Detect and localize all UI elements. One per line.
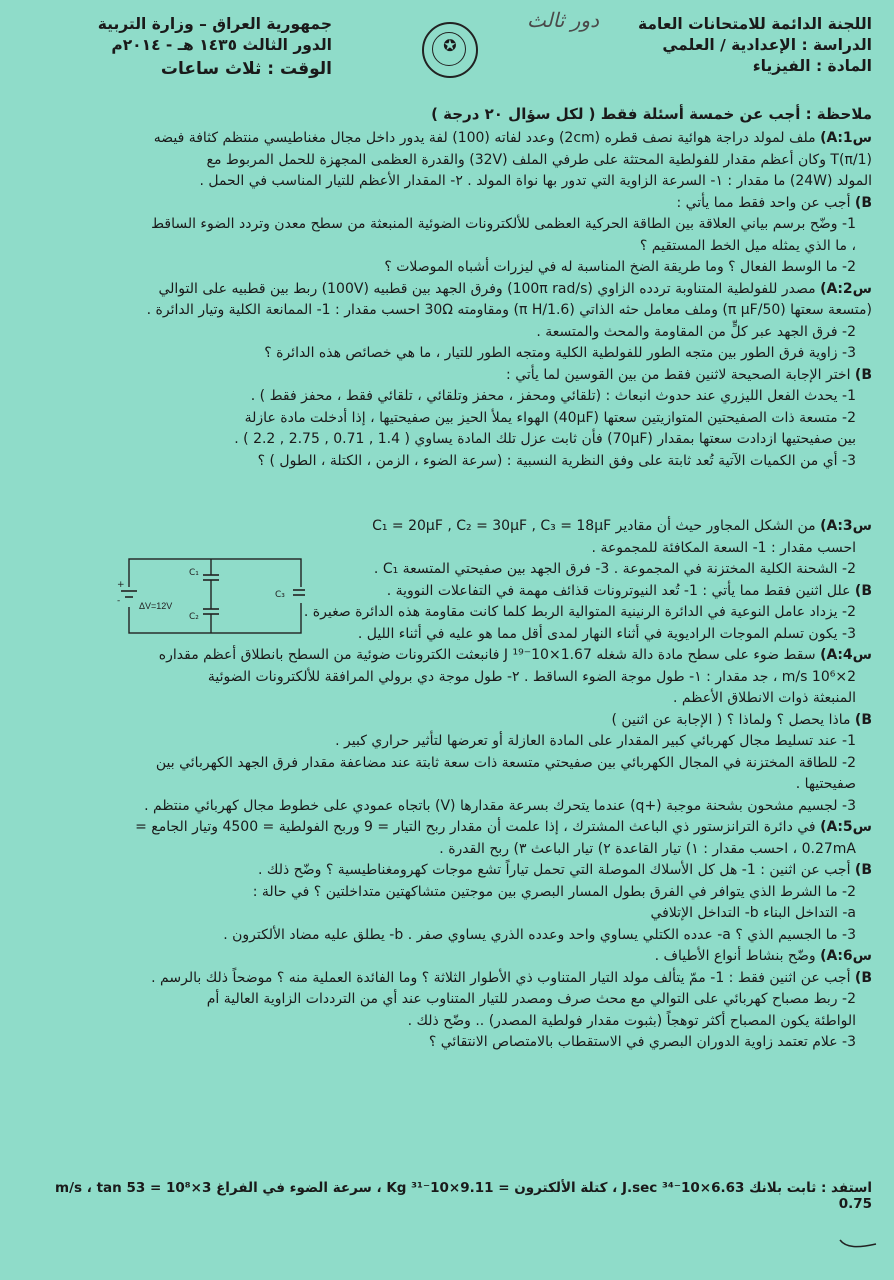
question-line bbox=[22, 257, 872, 279]
question-text: أجب عن اثنين : 1- هل كل الأسلاك الموصلة التي تحمل تياراً تشع موجات كهرومغناطيسية ؟ وضّح ذلك . bbox=[258, 862, 851, 878]
question-number: B) bbox=[854, 711, 872, 728]
question-line bbox=[22, 817, 872, 839]
question-number: س3:A) bbox=[820, 518, 872, 534]
question-text: ماذا يحصل ؟ ولماذا ؟ ( الإجابة عن اثنين ) bbox=[611, 711, 851, 728]
question-line bbox=[22, 903, 872, 925]
label-c3: C₃ bbox=[275, 590, 285, 600]
question-line bbox=[22, 882, 872, 904]
question-text: علل اثنين فقط مما يأتي : 1- تُعد النيوترونات قذائف مهمة في التفاعلات النووية . bbox=[386, 582, 851, 599]
question-text: المنبعثة ذوات الانطلاق الأعظم . bbox=[673, 690, 856, 706]
exam-header bbox=[22, 8, 872, 108]
question-text: 2- ما الوسط الفعال ؟ وما طريقة الضخ المناسبة له في ليزرات أشباه الموصلات ؟ bbox=[384, 259, 856, 275]
question-line bbox=[22, 839, 872, 861]
question-number: س5:A) bbox=[820, 819, 872, 835]
question-text: 1- يحدث الفعل الليزري عند حدوث انبعاث : (تلقائي ومحفز ، محفز وتلقائي ، تلقائي فقط ، محفز فقط ) . bbox=[250, 388, 856, 404]
question-text: 2- للطاقة المختزنة في المجال الكهربائي بين صفيحتي متسعة ذات سعة ثابتة عند مضاعفة مقدار فرق الجهد الكهربائي بين bbox=[155, 754, 856, 771]
question-text: a- التداخل البناء b- التداخل الإتلافي bbox=[650, 905, 856, 921]
question-number: B) bbox=[854, 582, 872, 599]
question-line bbox=[22, 343, 872, 365]
question-line bbox=[22, 667, 872, 689]
question-text: ، ما الذي يمثله ميل الخط المستقيم ؟ bbox=[639, 237, 856, 254]
question-line bbox=[22, 171, 872, 193]
question-text: ملف لمولد دراجة هوائية نصف قطره (2cm) وعدد لفاته (100) لفة يدور داخل مجال مغناطيسي منتظم كثافة فيضه bbox=[153, 130, 816, 146]
header-right bbox=[602, 14, 872, 77]
question-number: س2:A) bbox=[820, 280, 872, 297]
exam-instructions: ملاحظة : أجب عن خمسة أسئلة فقط ( لكل سؤال ٢٠ درجة ) bbox=[431, 105, 872, 123]
pen-stroke bbox=[838, 1238, 878, 1250]
question-number: س6:A) bbox=[820, 948, 872, 964]
question-text: 1- وضّح برسم بياني العلاقة بين الطاقة الحركية العظمى للألكترونات الضوئية المنبعثة من سطح معدن وتردد الضوء الساقط bbox=[151, 216, 856, 232]
question-line bbox=[22, 774, 872, 796]
question-line bbox=[22, 214, 872, 236]
question-text: 3- يكون تسلم الموجات الراديوية في أثناء النهار لمدى أقل مما هو عليه في أثناء الليل . bbox=[357, 625, 856, 642]
question-line bbox=[22, 386, 872, 408]
question-line bbox=[22, 538, 872, 560]
question-text: المولد (24W) ما مقدار : ١- السرعة الزاوية التي تدور بها نواة المولد . ٢- المقدار الأعظم للتيار المناسب في الحمل . bbox=[199, 173, 872, 189]
question-line bbox=[22, 925, 872, 947]
question-line bbox=[22, 860, 872, 882]
question-text: 2- يزداد عامل النوعية في الدائرة الرنينية المتوالية الربط كلما كانت مقاومة هذه الدائرة صغيرة . bbox=[303, 604, 856, 620]
question-number: س1:A) bbox=[820, 130, 872, 146]
question-text: 3- زاوية فرق الطور بين متجه الطور للفولطية الكلية ومتجه الطور للتيار ، ما هي خصائص هذه الدائرة ؟ bbox=[264, 345, 856, 361]
question-text: 3- علام تعتمد زاوية الدوران البصري في الاستقطاب بالامتصاص الانتقائي ؟ bbox=[428, 1034, 856, 1050]
question-text: سقط ضوء على سطح مادة دالة شغله 1.67×10⁻¹⁹ J فانبعثت الكترونات ضوئية من السطح بانطلاق أعظم مقداره bbox=[158, 647, 816, 663]
question-line bbox=[22, 1011, 872, 1033]
header-committee: اللجنة الدائمة للامتحانات العامة bbox=[638, 15, 872, 33]
question-text: (متسعة سعتها (50/π μF) وملف معامل حثه الذاتي (1.6/π H) ومقاومته 30Ω احسب مقدار : 1- الممانعة الكلية وتيار الدائرة . bbox=[146, 302, 872, 318]
question-text: 2- الشحنة الكلية المختزنة في المجموعة . 3- فرق الجهد بين صفيحتي المتسعة C₁ . bbox=[373, 561, 856, 577]
battery-voltage: ΔV=12V bbox=[139, 601, 173, 611]
question-line bbox=[22, 753, 872, 775]
question-line bbox=[22, 968, 872, 990]
question-text: وضّح بنشاط أنواع الأطياف . bbox=[654, 948, 816, 964]
question-number: B) bbox=[854, 862, 872, 878]
question-line bbox=[22, 429, 872, 451]
question-line bbox=[22, 279, 872, 301]
question-text: 3- ما الجسيم الذي ؟ a- عدده الكتلي يساوي واحد وعدده الذري يساوي صفر . b- يطلق عليه مضاد الألكترون . bbox=[223, 926, 856, 943]
question-line bbox=[22, 710, 872, 732]
header-left bbox=[22, 14, 332, 80]
question-line bbox=[22, 300, 872, 322]
question-line bbox=[22, 365, 872, 387]
question-text: 2- ربط مصباح كهربائي على التوالي مع محث صرف ومصدر للتيار المتناوب عند أي من الترددات الزاوية العالية أم bbox=[206, 991, 856, 1007]
question-text: اختر الإجابة الصحيحة لاثنين فقط من بين القوسين لما يأتي : bbox=[506, 366, 851, 383]
question-text: 2- فرق الجهد عبر كلٍّ من المقاومة والمحث والمتسعة . bbox=[536, 323, 856, 340]
question-text: الواطئة يكون المصباح أكثر توهجاً (بثبوت مقدار فولطية المصدر) .. وضّح ذلك . bbox=[407, 1012, 856, 1029]
question-line bbox=[22, 1032, 872, 1054]
question-line bbox=[22, 946, 872, 968]
battery-plus: + bbox=[117, 580, 125, 590]
question-text: صفيحتيها . bbox=[795, 776, 856, 792]
question-text: أجب عن واحد فقط مما يأتي : bbox=[676, 194, 851, 211]
question-line bbox=[22, 322, 872, 344]
question-text: احسب مقدار : 1- السعة المكافئة للمجموعة . bbox=[591, 539, 856, 556]
question-number: B) bbox=[854, 366, 872, 383]
question-line bbox=[22, 645, 872, 667]
label-c2: C₂ bbox=[189, 612, 199, 622]
spacer bbox=[22, 472, 872, 516]
question-line bbox=[22, 128, 872, 150]
question-line bbox=[22, 796, 872, 818]
question-number: B) bbox=[854, 969, 872, 986]
header-ministry: جمهورية العراق – وزارة التربية bbox=[97, 15, 332, 33]
capacitor-circuit-diagram bbox=[115, 557, 305, 637]
question-line bbox=[22, 408, 872, 430]
header-study: الدراسة : الإعدادية / العلمي bbox=[662, 36, 872, 54]
question-line bbox=[22, 688, 872, 710]
question-text: 2- متسعة ذات الصفيحتين المتوازيتين سعتها (40μF) الهواء يملأ الحيز بين صفيحتيها ، إذا أدخلت مادة عازلة bbox=[244, 409, 856, 426]
question-text: من الشكل المجاور حيث أن مقادير C₁ = 20μF , C₂ = 30μF , C₃ = 18μF bbox=[372, 518, 816, 534]
question-text: (1/π)T وكان أعظم مقدار للفولطية المحتثة على طرفي الملف (32V) والقدرة العظمى المجهزة للحمل المربوط مع bbox=[206, 151, 872, 168]
battery-minus: - bbox=[117, 596, 121, 606]
question-line bbox=[22, 236, 872, 258]
question-line bbox=[22, 731, 872, 753]
question-text: في دائرة الترانزستور ذي الباعث المشترك ، إذا علمت أن مقدار ربح التيار = 9 وربح الفولطية = 4500 وتيار الجامع = bbox=[135, 819, 816, 835]
question-line bbox=[22, 193, 872, 215]
question-text: 1- عند تسليط مجال كهربائي كبير المقدار على المادة العازلة أو تعرضها لتأثير حراري كبير . bbox=[335, 733, 856, 749]
question-text: بين صفيحتيها ازدادت سعتها بمقدار (70μF) فأن ثابت عزل تلك المادة يساوي ( 1.4 , 0.71 , 2.75 , 2.2 ) . bbox=[234, 431, 856, 447]
handwritten-note: دور ثالث bbox=[527, 8, 599, 32]
question-text: 2- ما الشرط الذي يتوافر في الفرق بطول المسار البصري بين موجتين متشاكهتين متداخلتين ؟ في حالة : bbox=[252, 883, 856, 900]
question-text: 0.27mA ، احسب مقدار : ١) تيار القاعدة ٢) تيار الباعث ٣) ربح القدرة . bbox=[439, 840, 856, 857]
ministry-seal-icon: ✪ bbox=[422, 22, 478, 78]
question-text: أجب عن اثنين فقط : 1- ممّ يتألف مولد التيار المتناوب ذي الأطوار الثلاثة ؟ وما الفائدة العملية منه ؟ موضحاً ذلك بالرسم . bbox=[151, 969, 851, 986]
question-line bbox=[22, 989, 872, 1011]
question-line bbox=[22, 516, 872, 538]
question-line bbox=[22, 150, 872, 172]
question-line bbox=[22, 451, 872, 473]
question-text: 3- أي من الكميات الآتية تُعد ثابتة على وفق النظرية النسبية : (سرعة الضوء ، الزمن ، الكتلة ، الطول ) ؟ bbox=[257, 452, 856, 469]
question-text: مصدر للفولطية المتناوبة تردده الزاوي (100π rad/s) وفرق الجهد بين قطبيه (100V) ربط بين قطبيه على التوالي bbox=[158, 280, 816, 297]
header-subject: المادة : الفيزياء bbox=[752, 57, 872, 75]
header-session: الدور الثالث ١٤٣٥ هـ - ٢٠١٤م bbox=[111, 36, 332, 54]
header-time: الوقت : ثلاث ساعات bbox=[160, 59, 332, 79]
question-text: 3- لجسيم مشحون بشحنة موجبة (+q) عندما يتحرك بسرعة مقدارها (V) باتجاه عمودي على خطوط مجال كهربائي منتظم . bbox=[144, 797, 856, 814]
question-number: B) bbox=[854, 194, 872, 211]
constants-footer: استفد : ثابت بلانك 6.63×10⁻³⁴ J.sec ، كتلة الألكترون = 9.11×10⁻³¹ Kg ، سرعة الضوء في الفراغ 3×10⁸ m/s ، tan 53 = 0.75 bbox=[55, 1180, 872, 1212]
label-c1: C₁ bbox=[189, 568, 199, 578]
question-number: س4:A) bbox=[820, 647, 872, 663]
question-text: 2×10⁶ m/s ، جد مقدار : ١- طول موجة الضوء الساقط . ٢- طول موجة دي برولي المرافقة للألكترونات الضوئية bbox=[207, 668, 856, 685]
